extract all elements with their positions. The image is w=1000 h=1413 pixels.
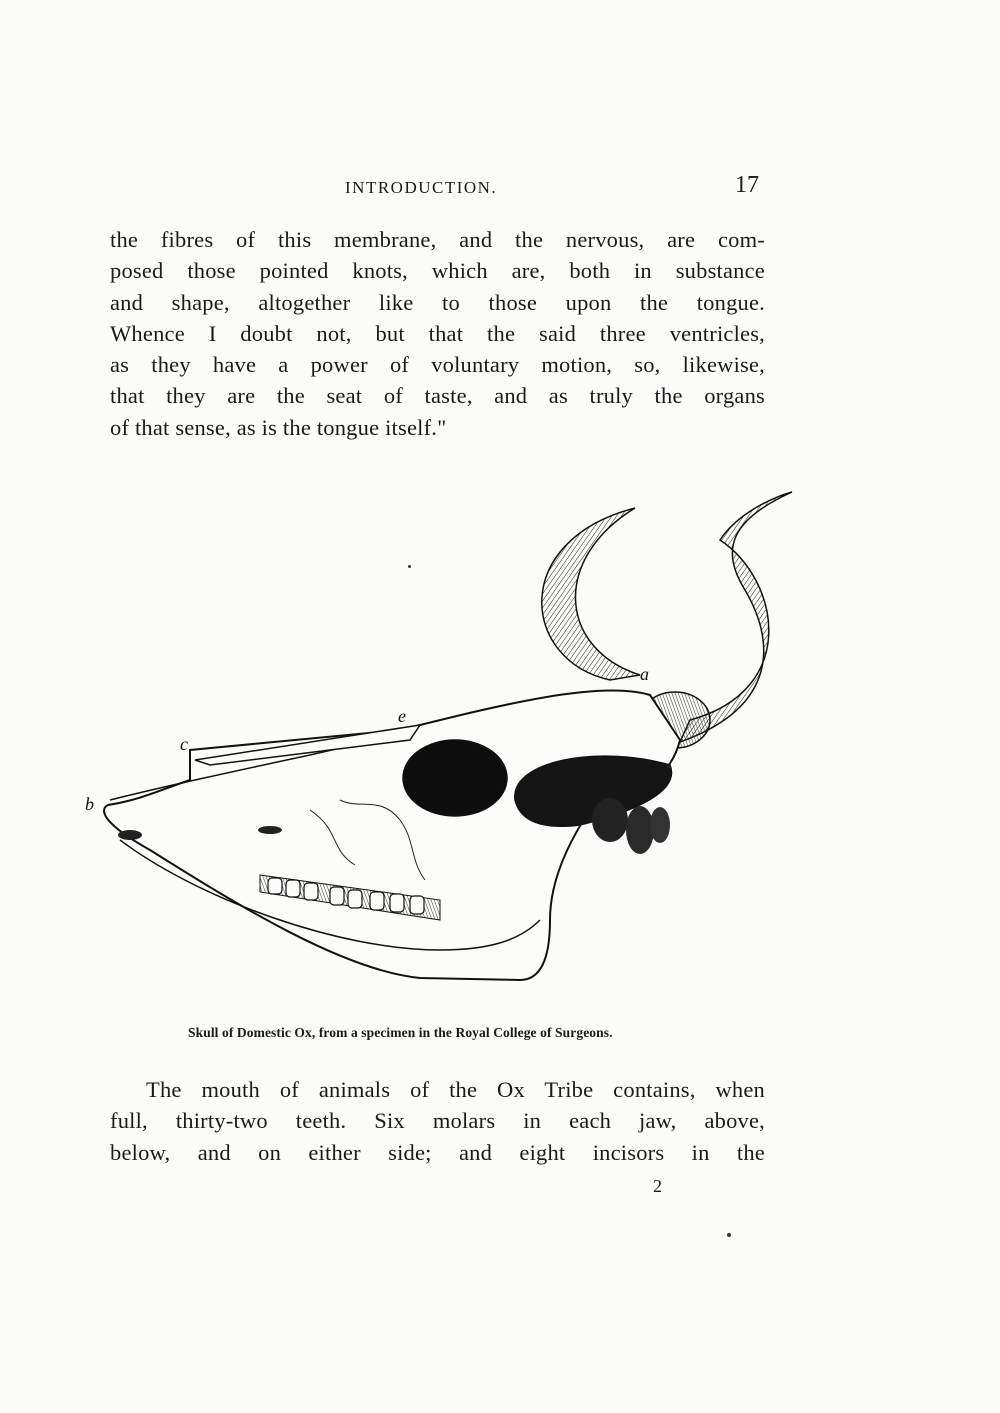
label-a: a [640, 664, 649, 684]
ox-skull-drawing [80, 480, 800, 1000]
ink-speck [727, 1233, 731, 1237]
text-line: and shape, altogether like to those upon the tongue. [110, 289, 765, 315]
text-line: Whence I doubt not, but that the said three ventricles, [110, 320, 765, 346]
label-c: c [180, 734, 188, 754]
running-header-title: INTRODUCTION. [345, 178, 498, 197]
text-line: posed those pointed knots, which are, both in substance [110, 258, 765, 284]
label-e: e [398, 706, 406, 726]
page-number: 17 [735, 172, 759, 198]
text-line: of that sense, as is the tongue itself." [110, 414, 447, 440]
figure-caption: Skull of Domestic Ox, from a specimen in the Royal College of Surgeons. [188, 1025, 613, 1040]
paragraph-1 [110, 224, 765, 443]
text-line: that they are the seat of taste, and as truly the organs [110, 383, 765, 409]
text-line: the fibres of this membrane, and the nervous, are com- [110, 227, 765, 252]
ink-speck [408, 565, 411, 568]
label-b: b [85, 794, 94, 814]
text-line: below, and on either side; and eight incisors in the [110, 1139, 765, 1165]
signature-mark: 2 [653, 1176, 662, 1196]
text-line: The mouth of animals of the Ox Tribe contains, when [146, 1077, 765, 1102]
text-line: full, thirty-two teeth. Six molars in each jaw, above, [110, 1108, 765, 1134]
ox-skull-illustration [80, 480, 800, 1000]
paragraph-2 [110, 1074, 765, 1168]
text-line: as they have a power of voluntary motion, so, likewise, [110, 352, 765, 378]
